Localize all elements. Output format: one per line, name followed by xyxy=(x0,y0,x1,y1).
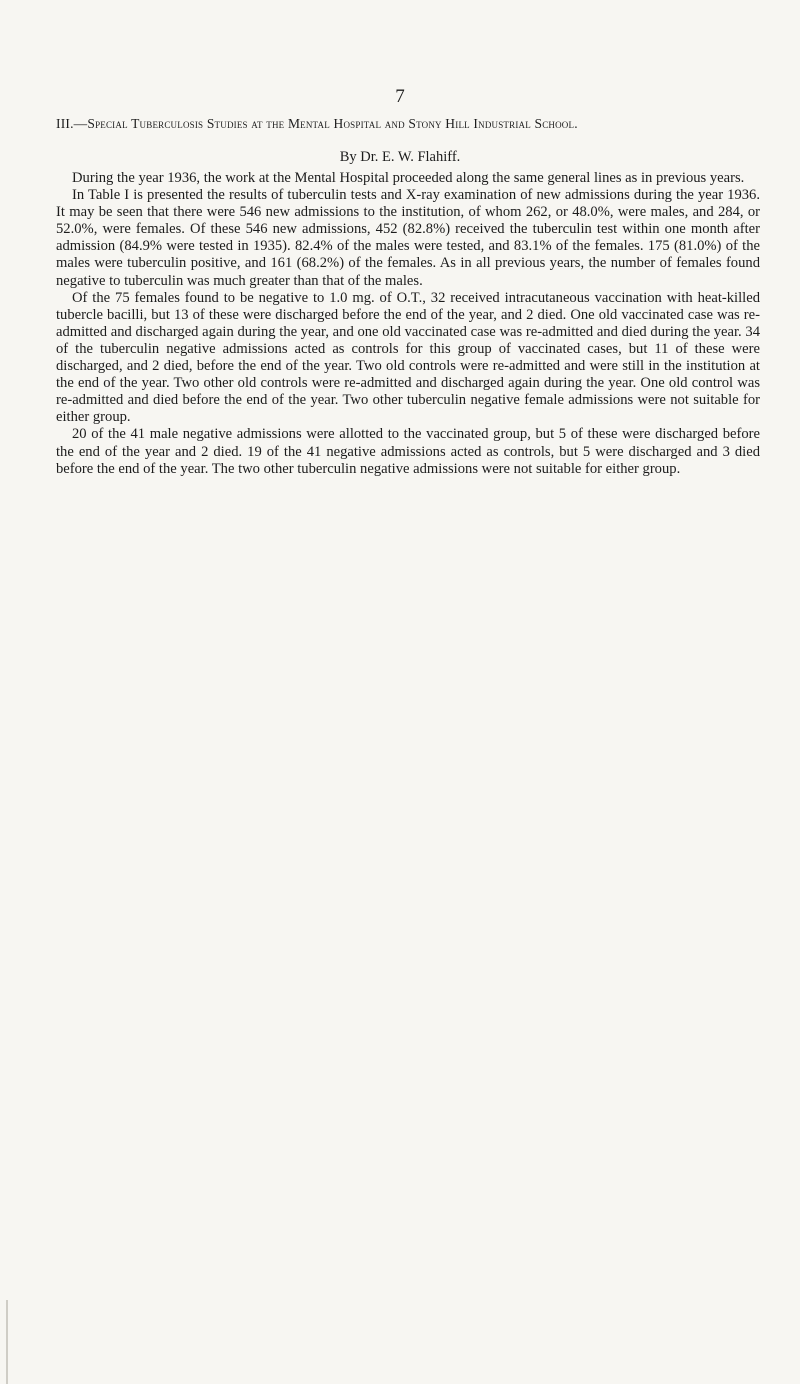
paragraph: Of the 75 females found to be negative to 1.0 mg. of O.T., 32 received intracutaneous vaccination with heat-killed tubercle bacilli, but 13 of these were discharged before the end of the year, and 2 died. One old vaccinated case was re-admitted and discharged again during the year, and one old vaccinated case was re-admitted and died during the year. 34 of the tuberculin negative admissions acted as controls for this group of vaccinated cases, but 11 of these were discharged, and 2 died, before the end of the year. Two old controls were re-admitted and were still in the institution at the end of the year. Two other old controls were re-admitted and discharged again during the year. One old control was re-admitted and died before the end of the year. Two other tuberculin negative female admissions were not suitable for either group. xyxy=(56,289,760,426)
author-byline: By Dr. E. W. Flahiff. xyxy=(339,149,461,165)
body-text xyxy=(56,170,760,478)
scan-edge-mark xyxy=(6,1300,8,1384)
section-heading: III.—Special Tuberculosis Studies at the Mental Hospital and Stony Hill Industrial School. xyxy=(56,116,578,131)
paragraph: During the year 1936, the work at the Mental Hospital proceeded along the same general lines as in previous years. xyxy=(72,170,745,186)
paragraph: 20 of the 41 male negative admissions were allotted to the vaccinated group, but 5 of these were discharged before the end of the year and 2 died. 19 of the 41 negative admissions acted as controls, but 5 were discharged and 3 died before the end of the year. The two other tuberculin negative admissions were not suitable for either group. xyxy=(56,426,760,477)
paragraph: In Table I is presented the results of tuberculin tests and X-ray examination of new admissions during the year 1936. It may be seen that there were 546 new admissions to the institution, of whom 262, or 48.0%, were males, and 284, or 52.0%, were females. Of these 546 new admissions, 452 (82.8%) received the tuberculin test within one month after admission (84.9% were tested in 1935). 82.4% of the males were tested, and 83.1% of the females. 175 (81.0%) of the males were tuberculin positive, and 161 (68.2%) of the females. As in all previous years, the number of females found negative to tuberculin was much greater than that of the males. xyxy=(56,187,760,289)
page-number: 7 xyxy=(395,86,405,107)
